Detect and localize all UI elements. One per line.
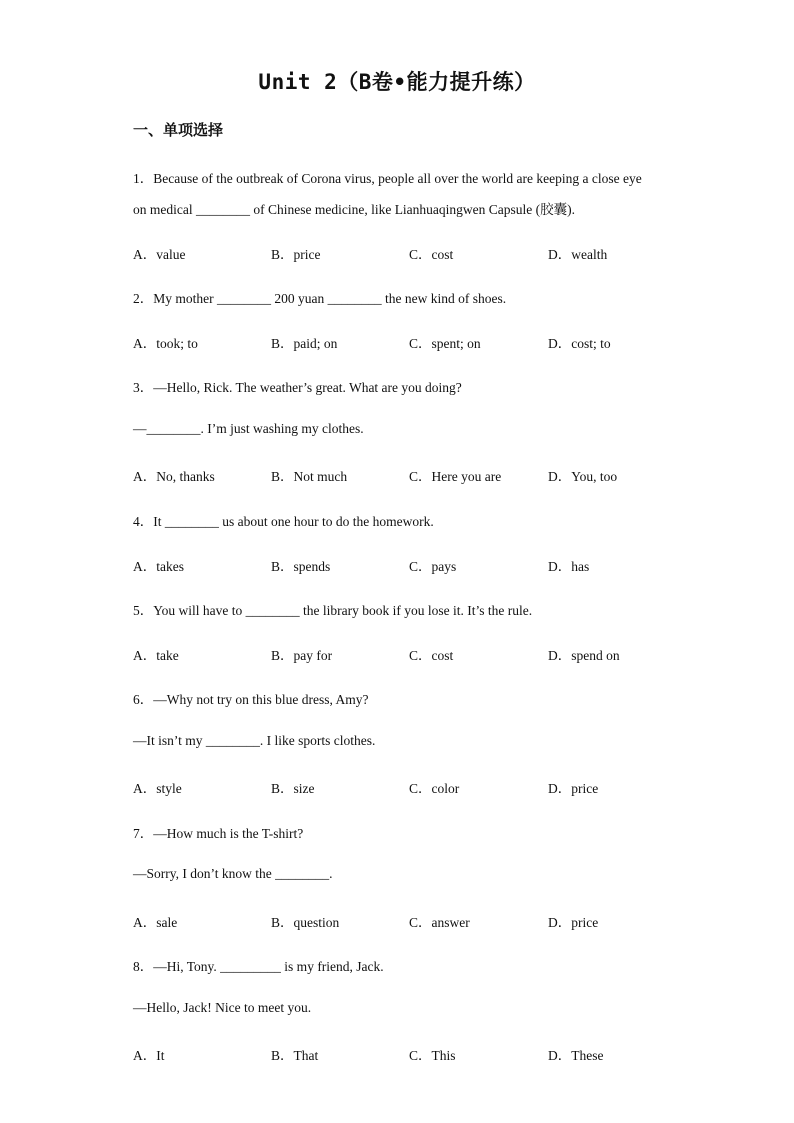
question-6-option-c: C．color [409, 781, 460, 796]
question-1-option-d: D．wealth [548, 247, 608, 262]
question-7-line-2: —Sorry, I don’t know the ________. [133, 866, 333, 881]
question-4-option-b: B．spends [271, 559, 331, 574]
question-8-option-a: A．It [133, 1048, 165, 1063]
question-7-option-d: D．price [548, 915, 599, 930]
question-6-line-1: 6．—Why not try on this blue dress, Amy? [133, 692, 369, 707]
question-5-option-b: B．pay for [271, 648, 333, 663]
question-4-option-c: C．pays [409, 559, 457, 574]
question-3-line-1: 3．—Hello, Rick. The weather’s great. What are you doing? [133, 380, 462, 395]
question-2-line-1: 2．My mother ________ 200 yuan ________ the new kind of shoes. [133, 291, 507, 306]
question-6-option-d: D．price [548, 781, 599, 796]
question-4-option-a: A．takes [133, 559, 184, 574]
question-7-option-a: A．sale [133, 915, 178, 930]
question-4-line-1: 4．It ________ us about one hour to do the homework. [133, 514, 434, 529]
question-8-line-2: —Hello, Jack! Nice to meet you. [133, 1000, 312, 1015]
question-6-option-b: B．size [271, 781, 315, 796]
question-6-line-2: —It isn’t my ________. I like sports clothes. [133, 733, 376, 748]
question-2-option-b: B．paid; on [271, 336, 338, 351]
question-2-option-c: C．spent; on [409, 336, 481, 351]
question-3-option-c: C．Here you are [409, 469, 502, 484]
question-8-option-d: D．These [548, 1048, 604, 1063]
question-1-line-1: 1．Because of the outbreak of Corona virus, people all over the world are keeping a close eye [133, 171, 642, 186]
question-1-line-2: on medical ________ of Chinese medicine, like Lianhuaqingwen Capsule (胶囊). [133, 202, 576, 217]
question-8-option-c: C．This [409, 1048, 456, 1063]
page-title: Unit 2（B卷•能力提升练） [258, 70, 536, 94]
question-5-option-a: A．take [133, 648, 179, 663]
question-2-option-d: D．cost; to [548, 336, 611, 351]
question-8-line-1: 8．—Hi, Tony. _________ is my friend, Jack. [133, 959, 384, 974]
question-5-option-c: C．cost [409, 648, 454, 663]
question-2-option-a: A．took; to [133, 336, 198, 351]
section-heading: 一、单项选择 [133, 121, 224, 139]
question-7-option-b: B．question [271, 915, 340, 930]
question-5-option-d: D．spend on [548, 648, 620, 663]
question-3-option-d: D．You, too [548, 469, 618, 484]
question-4-option-d: D．has [548, 559, 590, 574]
question-1-option-b: B．price [271, 247, 321, 262]
question-5-line-1: 5．You will have to ________ the library book if you lose it. It’s the rule. [133, 603, 533, 618]
question-3-line-2: —________. I’m just washing my clothes. [133, 421, 364, 436]
question-7-line-1: 7．—How much is the T-shirt? [133, 826, 304, 841]
question-7-option-c: C．answer [409, 915, 470, 930]
question-6-option-a: A．style [133, 781, 182, 796]
question-3-option-b: B．Not much [271, 469, 348, 484]
question-8-option-b: B．That [271, 1048, 319, 1063]
question-1-option-a: A．value [133, 247, 186, 262]
question-1-option-c: C．cost [409, 247, 454, 262]
question-3-option-a: A．No, thanks [133, 469, 215, 484]
